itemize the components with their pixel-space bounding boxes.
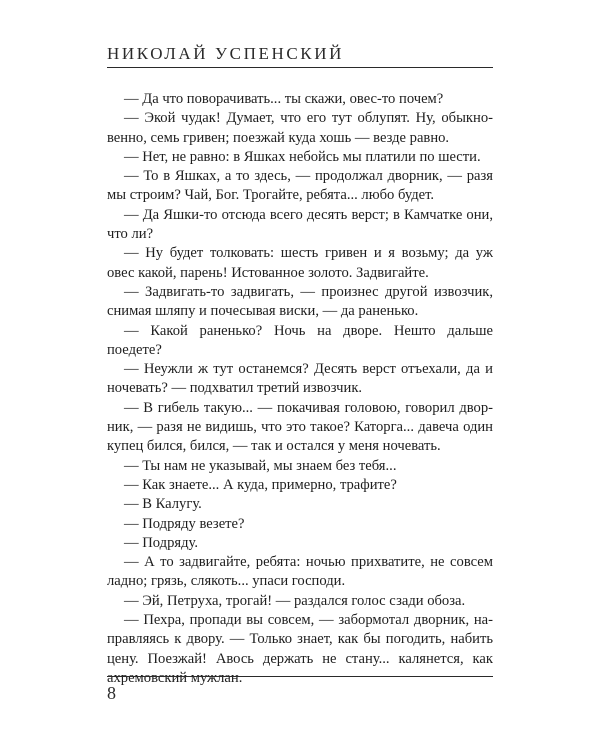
paragraph: — Неужли ж тут останемся? Десять верст отъехали, да и ночевать? — подхватил третий извозчик. xyxy=(107,361,493,397)
paragraph: — В Калугу. xyxy=(124,496,202,513)
paragraph: — Пехра, пропади вы совсем, — забормотал дворник, направляясь к двору. — Только знает, как бы погодить, набить цену. Поезжай! Авось держать не стану... калянется, как ахремовский мужлан. xyxy=(107,612,493,686)
page-number: 8 xyxy=(107,683,116,703)
paragraph: — Подряду везете? xyxy=(124,515,245,532)
body-text xyxy=(107,90,493,688)
paragraph: — Экой чудак! Думает, что его тут облупят. Ну, обыкновенно, семь гривен; поезжай куда хошь — везде равно. xyxy=(107,110,493,146)
header-rule xyxy=(107,67,493,68)
paragraph: — Какой раненько? Ночь на дворе. Нешто дальше поедете? xyxy=(107,322,493,358)
footer-rule xyxy=(107,676,493,677)
running-head-author: НИКОЛАЙ УСПЕНСКИЙ xyxy=(107,44,344,63)
paragraph: — Нет, не равно: в Яшках небойсь мы платили по шести. xyxy=(124,148,481,165)
paragraph: — Да Яшки-то отсюда всего десять верст; в Камчатке они, что ли? xyxy=(107,206,493,243)
paragraph: — В гибель такую... — покачивая головою, говорил дворник, — разя не видишь, что это такое? Каторга... давеча один купец бился, бился, — так и остался у меня ночевать. xyxy=(107,399,493,455)
paragraph: — Ну будет толковать: шесть гривен и я возьму; да уж овес какой, парень! Истованное золото. Задвигайте. xyxy=(107,245,493,281)
paragraph: — Задвигать-то задвигать, — произнес другой извозчик, снимая шляпу и почесывая виски, — да раненько. xyxy=(107,283,493,320)
paragraph: — Эй, Петруха, трогай! — раздался голос сзади обоза. xyxy=(124,592,466,609)
paragraph: — Да что поворачивать... ты скажи, овес-то почем? xyxy=(124,91,444,107)
paragraph: — Ты нам не указывай, мы знаем без тебя... xyxy=(124,457,397,474)
paragraph: — Как знаете... А куда, примерно, трафите? xyxy=(124,476,397,493)
paragraph: — То в Яшках, а то здесь, — продолжал дворник, — разя мы строим? Чай, Бог. Трогайте, ребята... любо будет. xyxy=(107,168,493,204)
paragraph: — Подряду. xyxy=(124,534,199,551)
paragraph: — А то задвигайте, ребята: ночью прихватите, не совсем ладно; грязь, слякоть... упаси господи. xyxy=(107,554,493,590)
